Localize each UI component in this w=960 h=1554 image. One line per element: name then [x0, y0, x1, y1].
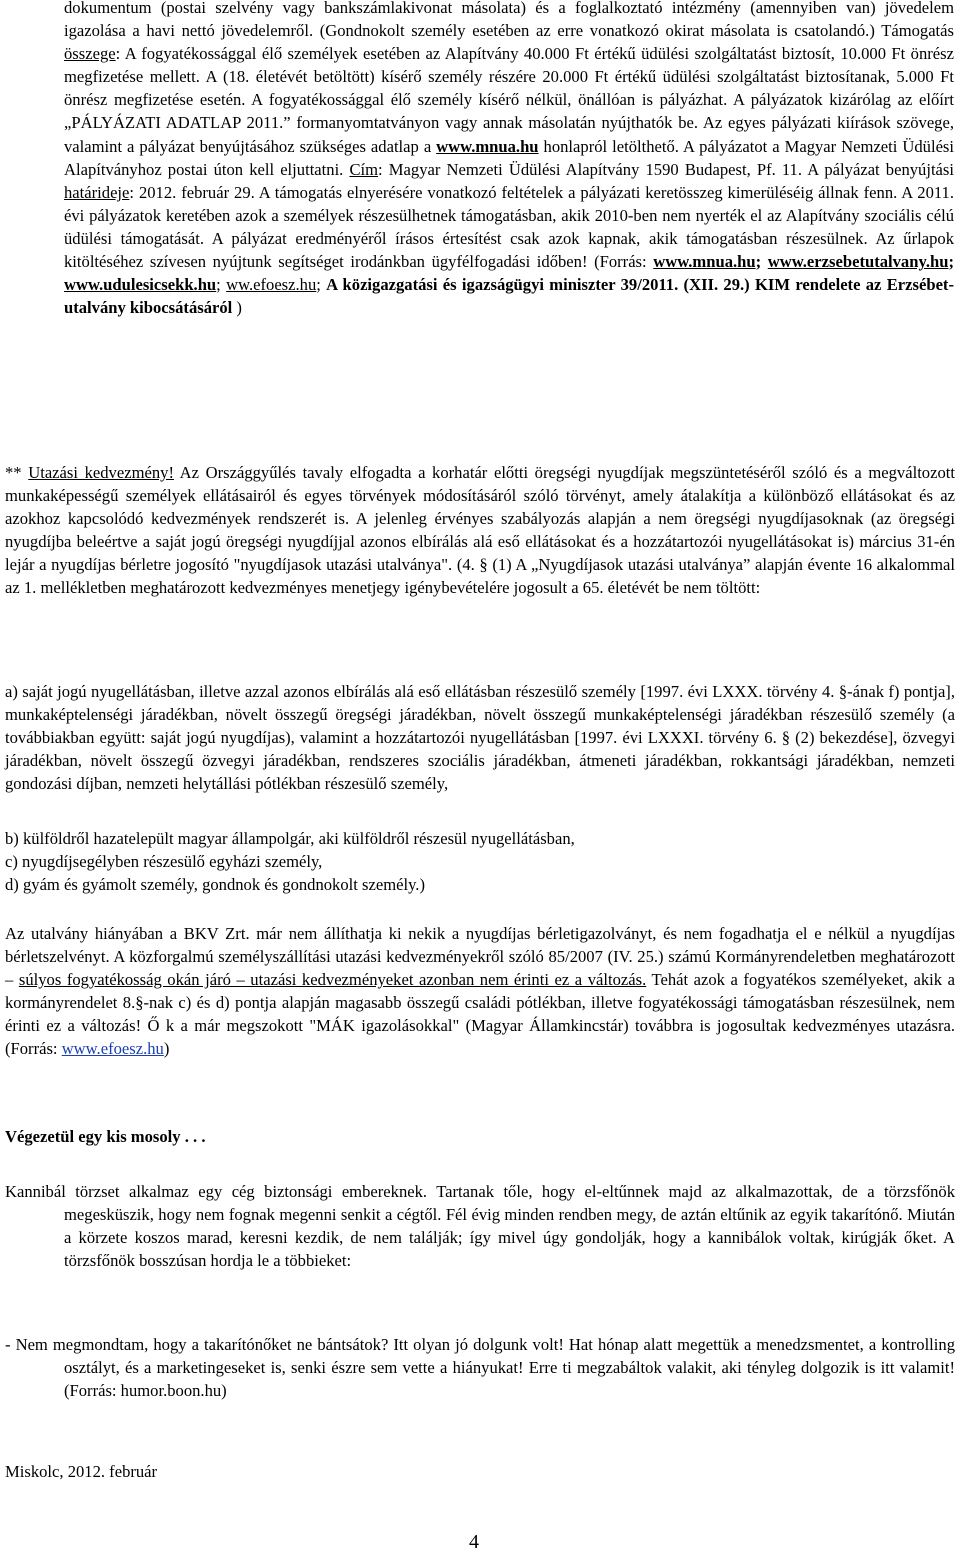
efoesz-link-1[interactable]: ww.efoesz.hu	[226, 275, 317, 295]
joke-punchline: - Nem megmondtam, hogy a takarítónőket ne bántsátok? Itt olyan jó dolgunk volt! Hat hónap alatt megettük a menedzsmentet, a kontrolling osztályt, és a marketingeseket is, senki észre sem vette a hiányukat! Erre ti megzabáltok valakit, aki tényleg dolgozik is itt valamit! (Forrás: humor.boon.hu)	[5, 1335, 955, 1401]
mnua-source-link[interactable]: www.mnua.hu	[653, 252, 756, 272]
section-heading: Végezetül egy kis mosoly . . .	[5, 1127, 206, 1146]
pályázat-paragraph: dokumentum (postai szelvény vagy bankszámlakivonat másolata) és a foglalkoztató intézmény (amennyiben van) jövedelem igazolása a havi nettó jövedelemről. (Gondnokolt személy esetében az erre vonatkozó okirat másolata is csatolandó.) Támogatás összege: A fogyatékossággal élő személyek esetében az Alapítvány 40.000 Ft értékű üdülési szolgáltatást biztosít, 10.000 Ft önrész megfizetése mellett. A (18. életévét betöltött) kísérő személy részére 20.000 Ft értékű üdülési szolgáltatást biztosítanak, 5.000 Ft önrész megfizetése esetén. A fogyatékossággal élő személy kísérő nélkül, önállóan is pályázhat. A pályázatok kizárólag az előírt „PÁLYÁZATI ADATLAP 2011.” formanyomtatványon vagy annak másolatán nyújthatók be. Az egyes pályázati kiírások szövege, valamint a pályázat benyújtásához szükséges adatlap a www.mnua.hu honlapról letölthető. A pályázatot a Magyar Nemzeti Üdülési Alapítványhoz postai úton kell eljuttatni. Cím: Magyar Nemzeti Üdülési Alapítvány 1590 Budapest, Pf. 11. A pályázat benyújtási határideje: 2012. február 29. A támogatás elnyerésére vonatkozó feltételek a pályázati keretösszeg kimerüléséig állnak fenn. A 2011. évi pályázatok keretében azok a személyek részesülhetnek támogatásban, akik 2010-ben nem nyerték el az Alapítvány szociális célú üdülési támogatását. A pályázat eredményéről írásos értesítést csak azok kapnak, akik támogatásban részesülnek. Az űrlapok kitöltéséhez szívesen nyújtunk segítséget irodánkban ügyfélfogadási időben! (Forrás: www.mnua.hu; www.erzsebetutalvany.hu; www.udulesicsekk.hu; ww.efoesz.hu; A közigazgatási és igazságügyi miniszter 39/2011. (XII. 29.) KIM rendelete az Erzsébet- utalvány kibocsátásáról )	[64, 0, 954, 318]
list-item-c: c) nyugdíjsegélyben részesülő egyházi személy,	[5, 852, 323, 871]
list-item-a: a) saját jogú nyugellátásban, illetve azzal azonos elbírálás alá eső ellátásban részesülő személy [1997. évi LXXX. törvény 4. §-ának f) pontja], munkaképtelenségi járadékban, növelt összegű öregségi járadékban, növelt összegű munkaképtelenségi járadékban részesülő személy (a továbbiakban együtt: saját jogú nyugdíjas), valamint a hozzátartozói nyugellátásban [1997. évi LXXXI. törvény 6. § (2) bekezdése], özvegyi járadékban, növelt összegű özvegyi járadékban, rendszeres szociális járadékban, átmeneti járadékban, rokkantsági járadékban, nemzeti gondozási díjban, nemzeti helytállási pótlékban részesülő személy,	[5, 682, 955, 794]
list-item-d: d) gyám és gyámolt személy, gondnok és gondnokolt személy.)	[5, 875, 425, 894]
mnua-link[interactable]: www.mnua.hu	[436, 136, 539, 156]
efoesz-link-2[interactable]: www.efoesz.hu	[61, 1039, 164, 1059]
joke-paragraph: Kannibál törzset alkalmaz egy cég biztonsági embereknek. Tartanak tőle, hogy el-eltűnnek majd az alkalmazottak, de a törzsfőnök megesküszik, hogy nem fognak megenni senkit a cégtől. Fél évig minden rendben megy, de aztán eltűnik az egyik takarítónő. Miután a körzete koszos marad, keresni kezdik, de nem találják; így mivel úgy gondolják, hogy a kannibálok voltak, kirúgják őket. A törzsfőnök bosszúsan hordja le a többieket:	[5, 1182, 955, 1271]
erzsebetutalvany-link[interactable]: www.erzsebetutalvany.hu	[767, 252, 949, 272]
utazasi-kedvezmeny-heading: Utazási kedvezmény!	[28, 463, 174, 482]
utazasi-kedvezmeny-paragraph: ** Utazási kedvezmény! Az Országgyűlés tavaly elfogadta a korhatár előtti öregségi nyugdíjak megszüntetéséről szóló és a megváltozott munkaképességű személyek ellátásairól és egyes törvények módosításáról szóló törvényt, amely átalakítja a különböző ellátásokat és az azokhoz kapcsolódó kedvezmények rendszerét is. A jelenleg érvényes szabályozás alapján a nem öregségi nyugdíjasoknak (az öregségi nyugdíjba beleértve a saját jogú öregségi nyugdíjjal azonos elbírálás alá eső ellátásokat és a hozzátartozói nyugellátásokat is) március 31-én lejár a nyugdíjas bérletre jogosító "nyugdíjasok utazási utalványa". (4. § (1) A „Nyugdíjasok utazási utalványa” alapján évente 16 alkalommal az 1. mellékletben meghatározott kedvezményes menetjegy igénybevételére jogosult a 65. életévét be nem töltött:	[5, 463, 955, 598]
udulesicsekk-link[interactable]: www.udulesicsekk.hu	[64, 275, 217, 295]
kim-rendelet-title: A közigazgatási és igazságügyi miniszter 39/2011. (XII. 29.) KIM rendelete az Erzsébet- utalvány kibocsátásáról	[64, 275, 954, 318]
list-item-b: b) külföldről hazatelepült magyar állampolgár, aki külföldről részesül nyugellátásban,	[5, 829, 575, 848]
page-number: 4	[469, 1531, 479, 1553]
bkv-paragraph: Az utalvány hiányában a BKV Zrt. már nem állíthatja ki nekik a nyugdíjas bérletigazolványt, és nem fogadhatja el e nélkül a nyugdíjas bérletszelvényt. A közforgalmú személyszállítási utazási kedvezményekről szóló 85/2007 (IV. 25.) számú Kormányrendeletben meghatározott – súlyos fogyatékosság okán járó – utazási kedvezményeket azonban nem érinti ez a változás. Tehát azok a fogyatékos személyeket, akik a kormányrendelet 8.§-nak c) és d) pontja alapján magasabb összegű családi pótlékban, illetve fogyatékossági támogatásban részesülnek, nem érinti ez a változás! Ő k a már megszokott "MÁK igazolásokkal" (Magyar Államkincstár) továbbra is jogosultak kedvezményes utazásra. (Forrás: www.efoesz.hu)	[5, 924, 955, 1059]
place-date: Miskolc, 2012. február	[5, 1462, 158, 1481]
